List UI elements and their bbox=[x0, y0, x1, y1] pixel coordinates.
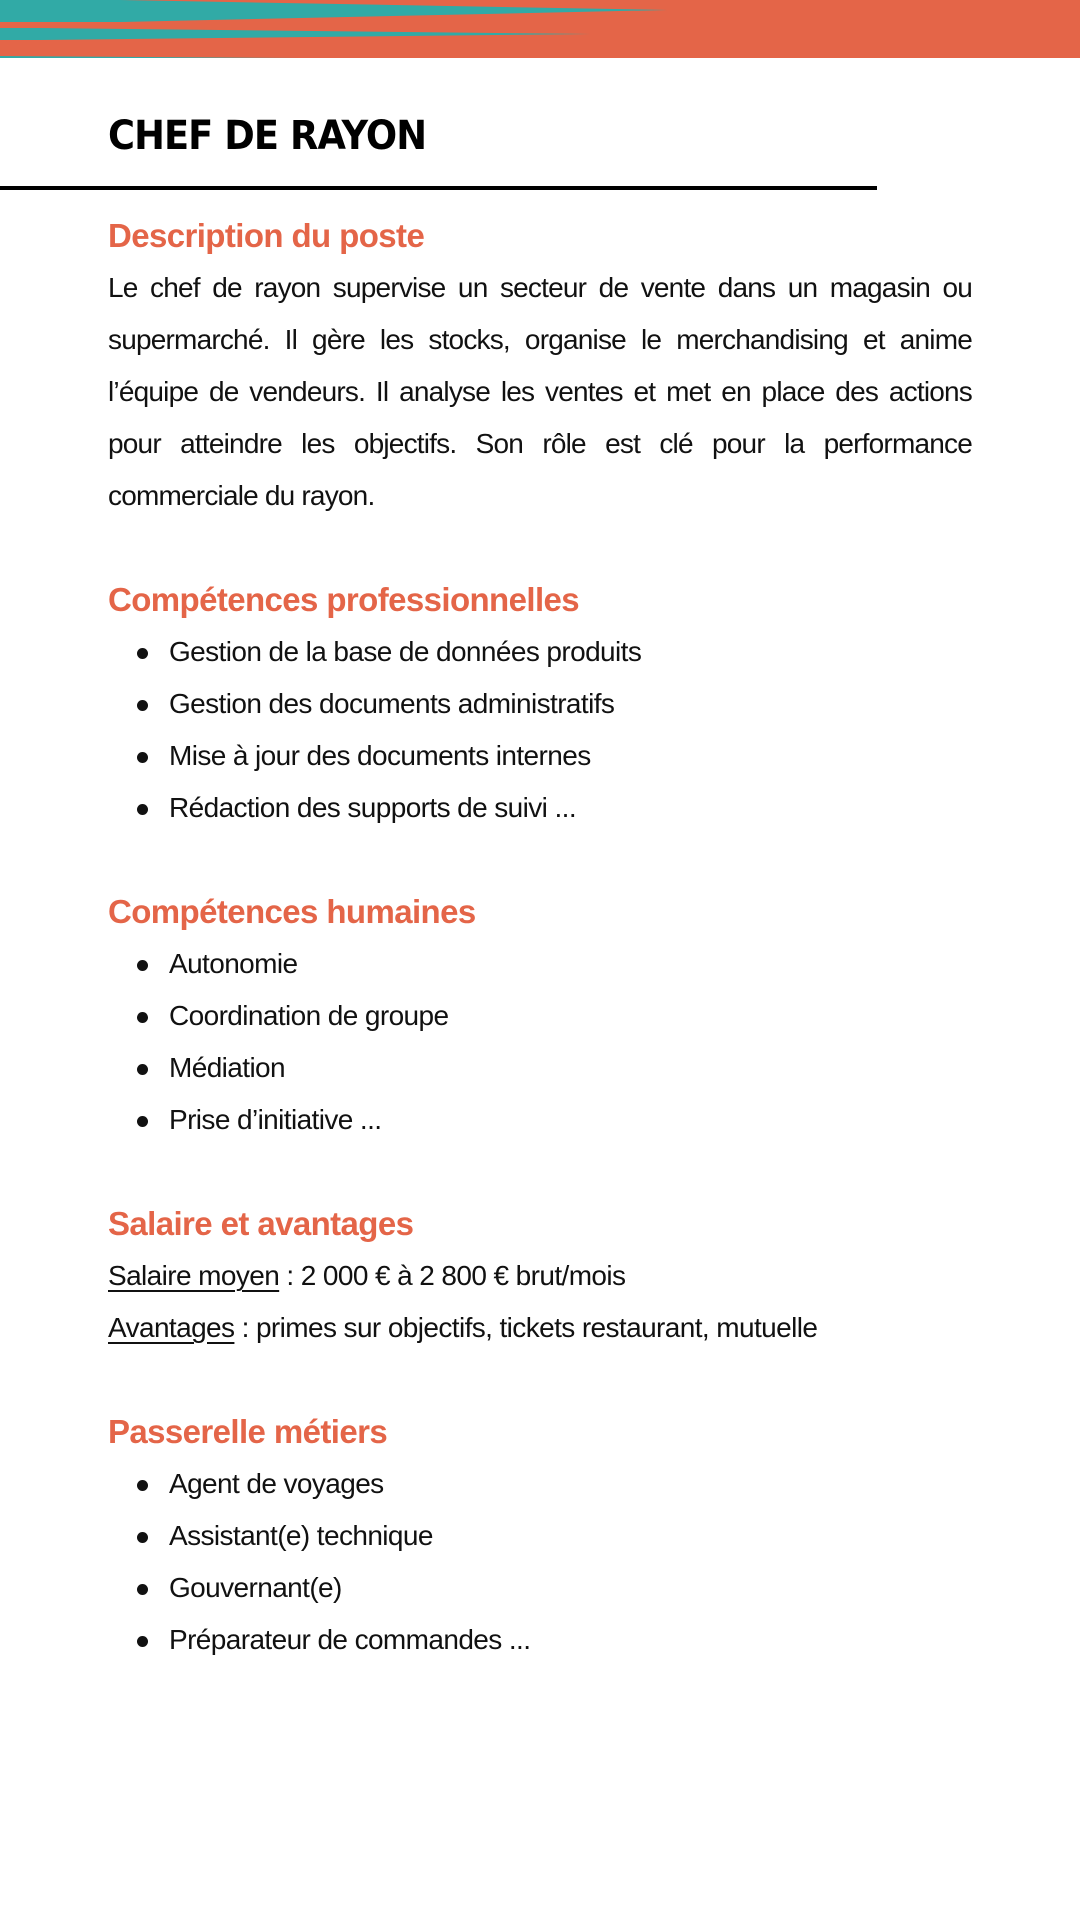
bullet-icon bbox=[137, 1116, 148, 1127]
benefits-label: Avantages bbox=[108, 1312, 235, 1343]
section-soft-skills bbox=[108, 886, 972, 1146]
list-item bbox=[108, 782, 972, 834]
list-item-label: Préparateur de commandes ... bbox=[169, 1624, 531, 1655]
list-item-label: Agent de voyages bbox=[169, 1468, 384, 1499]
section-heading: Description du poste bbox=[108, 217, 425, 254]
bullet-icon bbox=[137, 648, 148, 659]
list-item-label: Prise d’initiative ... bbox=[169, 1104, 382, 1135]
stripes-decoration bbox=[0, 0, 1080, 58]
professional-skills-list bbox=[108, 626, 972, 834]
bullet-icon bbox=[137, 1636, 148, 1647]
benefits-value: : primes sur objectifs, tickets restaurant, mutuelle bbox=[234, 1312, 818, 1343]
bullet-icon bbox=[137, 700, 148, 711]
bullet-icon bbox=[137, 1480, 148, 1491]
description-text: Le chef de rayon supervise un secteur de vente dans un magasin ou supermarché. Il gère les stocks, organise le merchandising et anime l’équipe de vendeurs. Il analyse les ventes et met en place des actions pour atteindre les objectifs. Son rôle est clé pour la performance commerciale du rayon. bbox=[108, 272, 972, 511]
soft-skills-list bbox=[108, 938, 972, 1146]
list-item bbox=[108, 730, 972, 782]
list-item-label: Gouvernant(e) bbox=[169, 1572, 342, 1603]
list-item-label: Autonomie bbox=[169, 948, 298, 979]
bullet-icon bbox=[137, 752, 148, 763]
salary-value: : 2 000 € à 2 800 € brut/mois bbox=[279, 1260, 626, 1291]
section-career-bridges bbox=[108, 1406, 972, 1666]
list-item bbox=[108, 1614, 972, 1666]
list-item-label: Gestion des documents administratifs bbox=[169, 688, 615, 719]
section-professional-skills bbox=[108, 574, 972, 834]
list-item-label: Rédaction des supports de suivi ... bbox=[169, 792, 577, 823]
section-salary bbox=[108, 1198, 972, 1354]
list-item-label: Mise à jour des documents internes bbox=[169, 740, 591, 771]
page-title: CHEF DE RAYON bbox=[108, 113, 427, 159]
bullet-icon bbox=[137, 1012, 148, 1023]
list-item bbox=[108, 1562, 972, 1614]
title-divider bbox=[0, 186, 877, 190]
list-item bbox=[108, 626, 972, 678]
list-item bbox=[108, 678, 972, 730]
bullet-icon bbox=[137, 1064, 148, 1075]
benefits-line bbox=[108, 1302, 972, 1354]
salary-line bbox=[108, 1250, 972, 1302]
section-description bbox=[108, 210, 972, 522]
bullet-icon bbox=[137, 960, 148, 971]
list-item bbox=[108, 1094, 972, 1146]
list-item-label: Gestion de la base de données produits bbox=[169, 636, 642, 667]
bullet-icon bbox=[137, 1532, 148, 1543]
list-item bbox=[108, 938, 972, 990]
header-banner bbox=[0, 0, 1080, 58]
list-item bbox=[108, 1458, 972, 1510]
list-item bbox=[108, 1042, 972, 1094]
list-item-label: Assistant(e) technique bbox=[169, 1520, 433, 1551]
section-heading: Compétences professionnelles bbox=[108, 581, 580, 618]
list-item-label: Coordination de groupe bbox=[169, 1000, 449, 1031]
list-item-label: Médiation bbox=[169, 1052, 286, 1083]
bullet-icon bbox=[137, 1584, 148, 1595]
list-item bbox=[108, 990, 972, 1042]
job-sheet-content bbox=[108, 210, 972, 1718]
list-item bbox=[108, 1510, 972, 1562]
section-heading: Salaire et avantages bbox=[108, 1205, 414, 1242]
career-bridges-list bbox=[108, 1458, 972, 1666]
section-heading: Passerelle métiers bbox=[108, 1413, 388, 1450]
section-heading: Compétences humaines bbox=[108, 893, 476, 930]
bullet-icon bbox=[137, 804, 148, 815]
salary-label: Salaire moyen bbox=[108, 1260, 280, 1291]
